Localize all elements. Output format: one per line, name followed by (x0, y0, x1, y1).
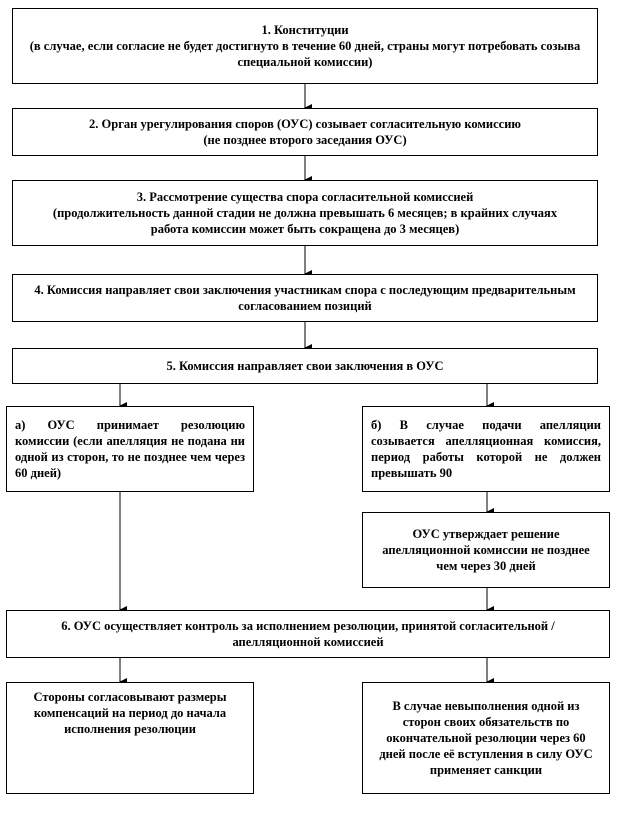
step-2-title: 2. Орган урегулирования споров (ОУС) созывает согласительную комиссию (89, 117, 521, 131)
step-5b2-box (362, 512, 610, 588)
step-6-box (6, 610, 610, 658)
step-5-box (12, 348, 598, 384)
step-4-text: 4. Комиссия направляет свои заключения участникам спора с последующим предварительным согласованием позиций (34, 283, 576, 313)
step-1-note: (в случае, если согласие не будет достигнуто в течение 60 дней, страны могут потребовать созыва специальной комиссии) (29, 39, 581, 69)
step-5b-text: б) В случае подачи апелляции созывается апелляционная комиссия, период работы которой не должен превышать 90 (371, 418, 601, 480)
step-3-note: (продолжительность данной стадии не должна превышать 6 месяцев; в крайних случаях работа комиссии может быть сокращена до 3 месяцев) (52, 206, 558, 236)
step-2-note: (не позднее второго заседания ОУС) (203, 133, 407, 147)
step-3-box (12, 180, 598, 246)
step-1-title: 1. Конституции (261, 23, 349, 37)
step-2-box (12, 108, 598, 156)
step-1-box (12, 8, 598, 84)
step-5b-box (362, 406, 610, 492)
step-4-box (12, 274, 598, 322)
step-3-title: 3. Рассмотрение существа спора согласительной комиссией (136, 190, 474, 204)
step-5a-text: а) ОУС принимает резолюцию комиссии (если апелляция не подана ни одной из сторон, то не позднее чем через 60 дней) (15, 418, 245, 480)
step-7b-box (362, 682, 610, 794)
step-5b2-text: ОУС утверждает решение апелляционной комиссии не позднее чем через 30 дней (382, 527, 590, 573)
step-7a-box (6, 682, 254, 794)
step-7b-text: В случае невыполнения одной из сторон своих обязательств по окончательной резолюции через 60 дней после её вступления в силу ОУС применяет санкции (379, 699, 593, 777)
step-5a-box (6, 406, 254, 492)
step-6-text: 6. ОУС осуществляет контроль за исполнением резолюции, принятой согласительной / апелляционной комиссией (61, 619, 555, 649)
step-5-text: 5. Комиссия направляет свои заключения в ОУС (166, 359, 444, 373)
step-7a-text: Стороны согласовывают размеры компенсаций на период до начала исполнения резолюции (33, 690, 227, 736)
